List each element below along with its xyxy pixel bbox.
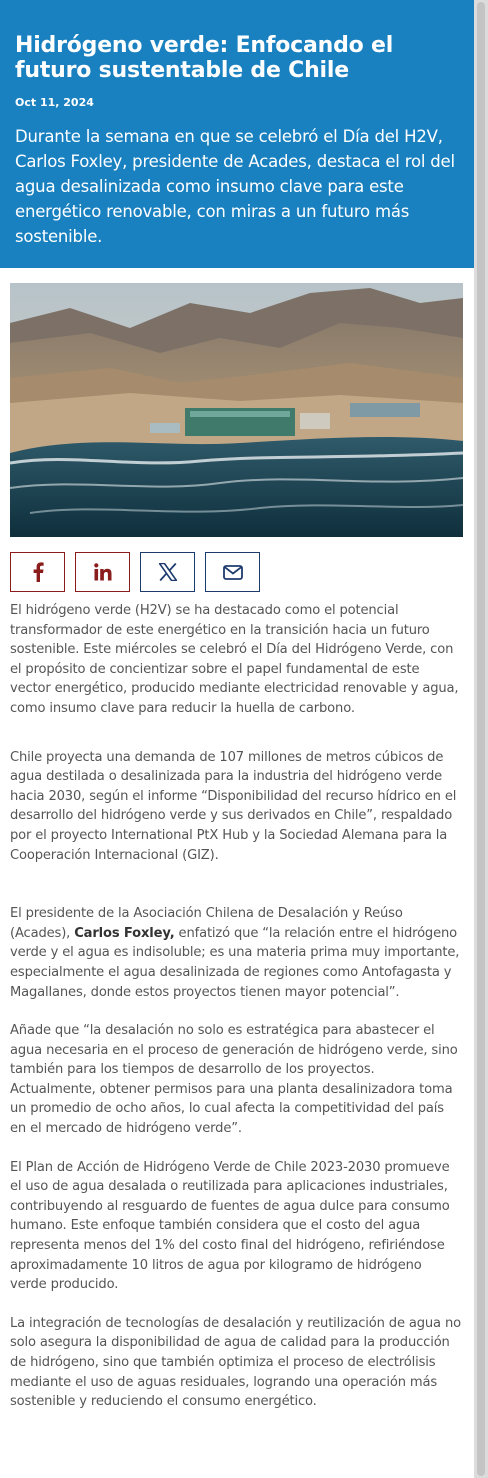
facebook-icon — [32, 562, 44, 582]
share-email-button[interactable] — [205, 552, 260, 592]
article-paragraph: La integración de tecnologías de desalación y reutilización de agua no solo asegura la disponibilidad de agua de calidad para la producción de hidrógeno, sino que también optimiza el proceso de electrólisis mediante el uso de aguas residuales, logrando una operación más sostenible y reduciendo el consumo energético. — [10, 1315, 461, 1410]
article-title: Hidrógeno verde: Enfocando el futuro sustentable de Chile — [15, 33, 394, 83]
article-photo — [10, 283, 463, 537]
person-name: Carlos Foxley, — [74, 925, 175, 941]
article-paragraph: Chile proyecta una demanda de 107 millones de metros cúbicos de agua destilada o desalinizada para la industria del hidrógeno verde hacia 2030, según el informe “Disponibilidad del recurso hídrico en el desarrollo del hidrógeno verde y sus derivados en Chile”, respaldado por el proyecto International PtX Hub y la Sociedad Alemana para la Cooperación Internacional (GIZ). — [10, 749, 457, 863]
article-lead: Durante la semana en que se celebró el Día del H2V, Carlos Foxley, presidente de Acades, destaca el rol del agua desalinizada como insumo clave para este energético renovable, con miras a un futuro más sostenible. — [15, 127, 455, 246]
share-facebook-button[interactable] — [10, 552, 65, 592]
linkedin-icon — [94, 563, 112, 581]
share-bar — [10, 552, 260, 592]
article-paragraph: El presidente de la Asociación Chilena de Desalación y Reúso (Acades), Carlos Foxley, enfatizó que “la relación entre el hidrógeno verde y el agua es indisoluble; es una materia prima muy importante, especialmente el agua desalinizada de regiones como Antofagasta y Magallanes, donde estos proyectos tienen mayor potencial”. — [10, 906, 460, 1000]
article-body — [10, 601, 462, 1412]
share-x-button[interactable] — [140, 552, 195, 592]
article-paragraph: Añade que “la desalación no solo es estratégica para abastecer el agua necesaria en el proceso de generación de hidrógeno verde, sino también para los tiempos de desarrollo de los proyectos. Actualmente, obtener permisos para una planta desalinizadora toma un promedio de ocho años, lo cual afecta la competitividad del país en el mercado de hidrógeno verde”. — [10, 1023, 458, 1137]
scrollbar-thumb[interactable] — [477, 2, 485, 1476]
x-icon — [159, 563, 177, 581]
scrollbar[interactable] — [474, 0, 488, 1478]
mail-icon — [223, 565, 243, 580]
share-linkedin-button[interactable] — [75, 552, 130, 592]
article-paragraph: El Plan de Acción de Hidrógeno Verde de Chile 2023-2030 promueve el uso de agua desalada o reutilizada para aplicaciones industriales, contribuyendo al resguardo de fuentes de agua dulce para consumo humano. Este enfoque también considera que el costo del agua representa menos del 1% del costo final del hidrógeno, refiriéndose aproximadamente 10 litros de agua por kilogramo de hidrógeno verde producido. — [10, 1159, 450, 1293]
article-header — [0, 0, 474, 268]
article-paragraph: El hidrógeno verde (H2V) se ha destacado como el potencial transformador de este energético en la transición hacia un futuro sostenible. Este miércoles se celebró el Día del Hidrógeno Verde, con el propósito de concientizar sobre el papel fundamental de este vector energético, producido mediante electricidad renovable y agua, como insumo clave para reducir la huella de carbono. — [10, 603, 459, 716]
article-date: Oct 11, 2024 — [15, 96, 94, 109]
